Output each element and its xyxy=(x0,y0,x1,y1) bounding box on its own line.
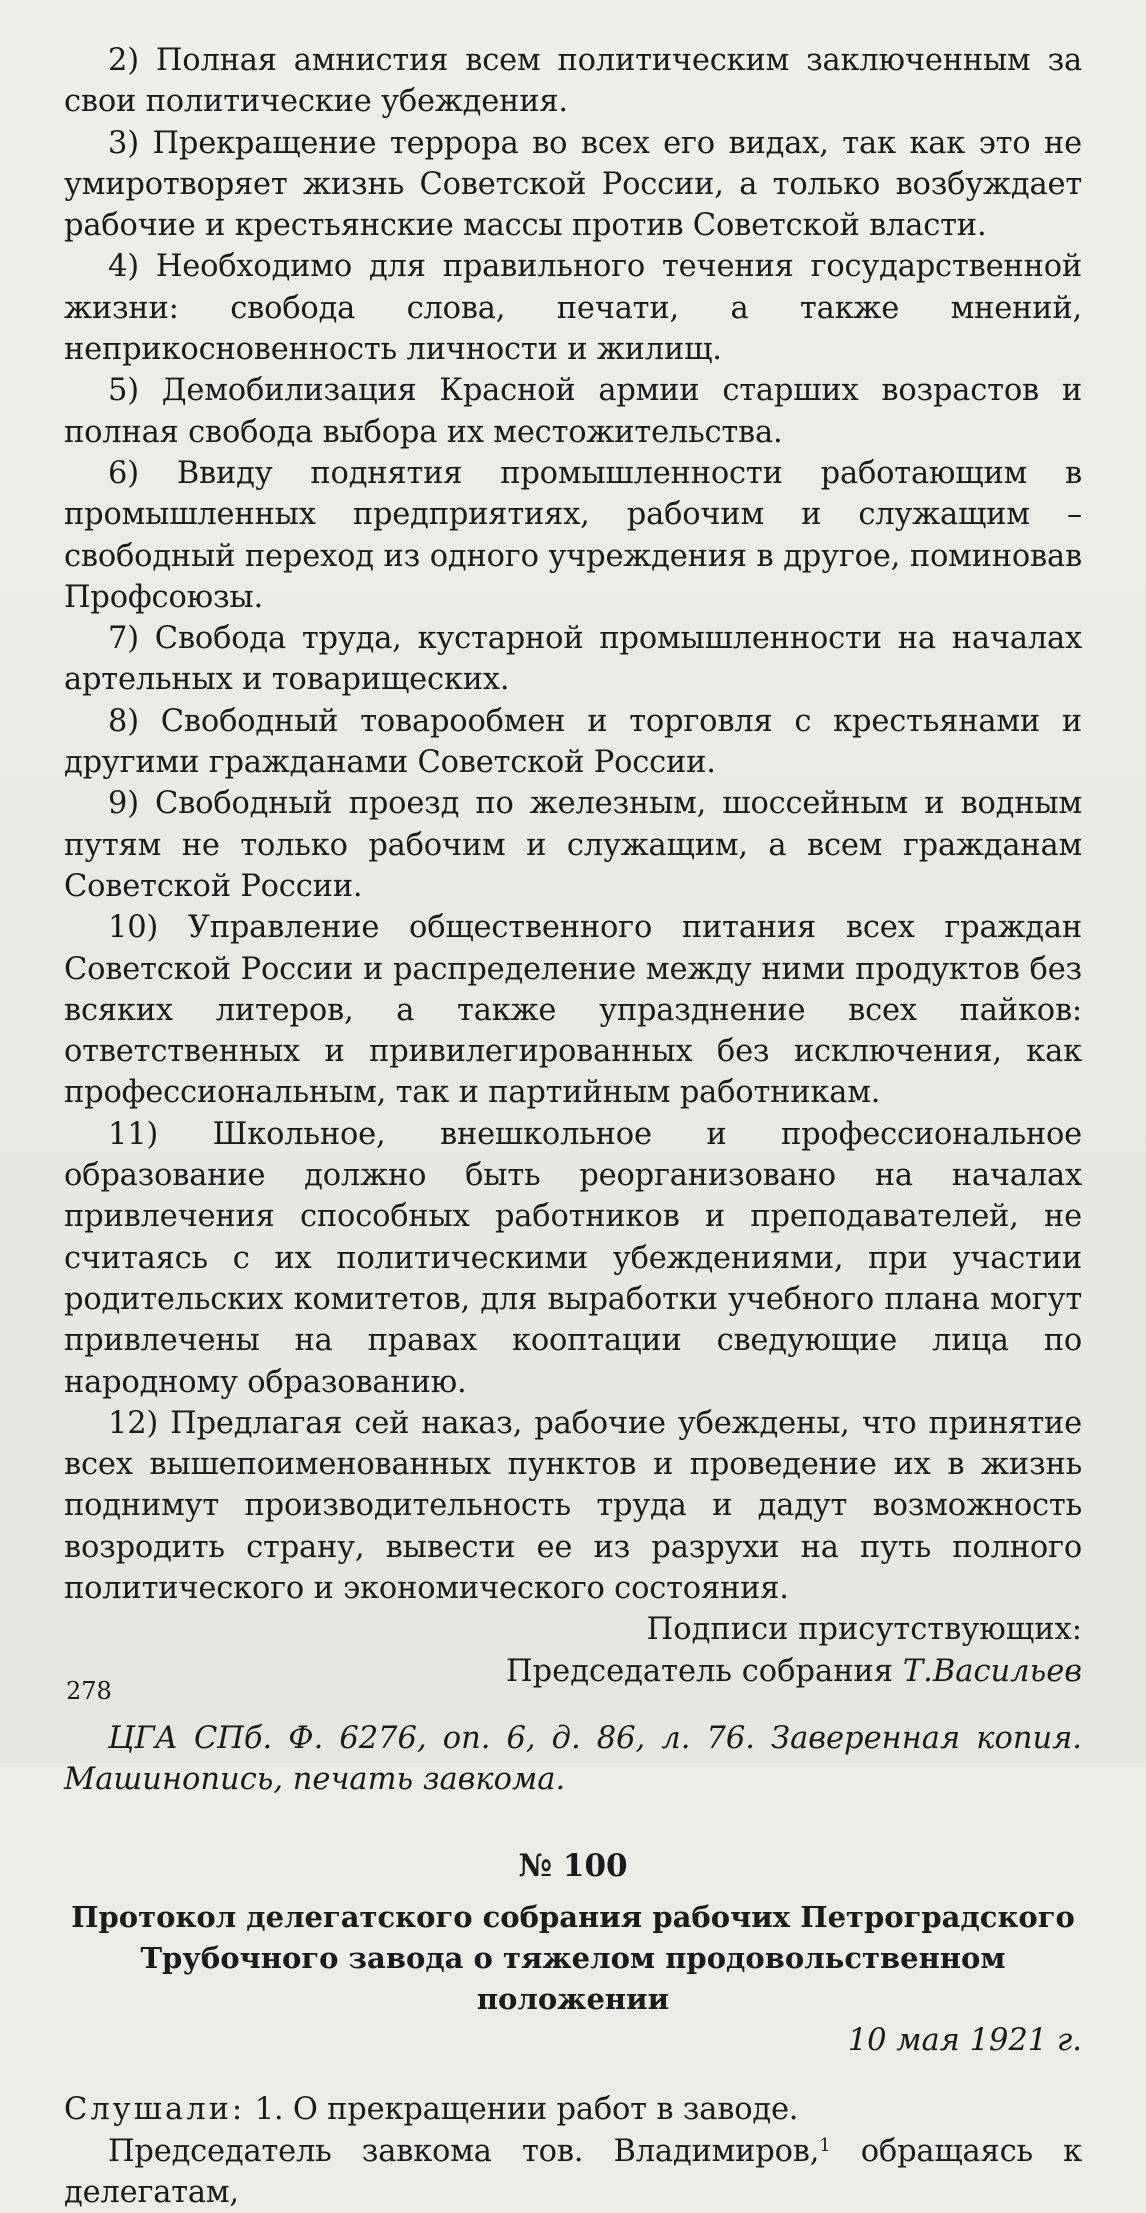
demand-item: 12) Предлагая сей наказ, рабочие убеждены, что принятие всех вышепоименованных пунктов и проведение их в жизнь поднимут производительность труда и дадут возможность возродить страну, вывести ее из разрухи на путь полного политического и экономического состояния. xyxy=(64,1405,1082,1606)
demand-item: 3) Прекращение террора во всех его видах, так как это не умиротворяет жизнь Советской России, а только возбуждает рабочие и крестьянские массы против Советской власти. xyxy=(64,125,1082,244)
demand-item: 7) Свобода труда, кустарной промышленности на началах артельных и товарищеских. xyxy=(64,621,1082,698)
demand-item: 2) Полная амнистия всем политическим заключенным за свои политические убеждения. xyxy=(64,43,1082,120)
footnote-marker: 1 xyxy=(819,2134,831,2156)
protocol-paragraph xyxy=(64,2131,1082,2213)
archive-reference: ЦГА СПб. Ф. 6276, оп. 6, д. 86, л. 76. Заверенная копия. Машинопись, печать завкома. xyxy=(64,1720,1082,1798)
document-number: № 100 xyxy=(518,1848,628,1885)
chair-label: Председатель собрания xyxy=(506,1653,894,1689)
document-title-line1: Протокол делегатского собрания рабочих Петроградского xyxy=(71,1900,1075,1935)
demand-item: 8) Свободный товарообмен и торговля с крестьянами и другими гражданами Советской России. xyxy=(64,703,1082,781)
document-date: 10 мая 1921 г. xyxy=(847,2023,1082,2059)
demand-item: 9) Свободный проезд по железным, шоссейным и водным путям не только рабочим и служащим, а всем гражданам Советской России. xyxy=(64,786,1082,904)
demand-item: 6) Ввиду поднятия промышленности работающим в промышленных предприятиях, рабочим и служащим – свободный переход из одного учреждения в другое, поминовав Профсоюзы. xyxy=(64,455,1082,615)
paragraph-end: обращаясь к делегатам, xyxy=(64,2133,1082,2211)
heard-text: 1. О прекращении работ в заводе. xyxy=(254,2092,799,2128)
protocol-body xyxy=(64,2089,1082,2213)
chair-signature xyxy=(64,1651,1082,1692)
page-number: 278 xyxy=(66,1677,112,1705)
heard-paragraph xyxy=(64,2089,1082,2130)
demands-list xyxy=(64,40,1082,1609)
chair-name: Т.Васильев xyxy=(902,1653,1082,1689)
demand-item: 4) Необходимо для правильного течения государственной жизни: свобода слова, печати, а также мнений, неприкосновенность личности и жилищ. xyxy=(64,249,1082,368)
paragraph-start: Председатель завкома тов. Владимиров, xyxy=(108,2133,820,2169)
signatures-heading: Подписи присутствующих: xyxy=(646,1612,1082,1648)
demand-item: 10) Управление общественного питания всех граждан Советской России и распределение между ними продуктов без всяких литеров, а также упразднение всех пайков: ответственных и привилегированных без исключения, как профессиональным, так и партийным работникам. xyxy=(64,910,1082,1111)
heard-label: Слушали: xyxy=(64,2092,246,2128)
demand-item: 5) Демобилизация Красной армии старших возрастов и полная свобода выбора их местожительства. xyxy=(64,373,1082,450)
document-title xyxy=(64,1897,1082,2020)
document-title-line2: Трубочного завода о тяжелом продовольственном положении xyxy=(140,1941,1006,2017)
demand-item: 11) Школьное, внешкольное и профессиональное образование должно быть реорганизовано на началах привлечения способных работников и преподавателей, не считаясь с их политическими убеждениями, при участии родительских комитетов, для выработки учебного плана могут привлечены на правах кооптации сведующие лица по народному образованию. xyxy=(64,1116,1082,1400)
